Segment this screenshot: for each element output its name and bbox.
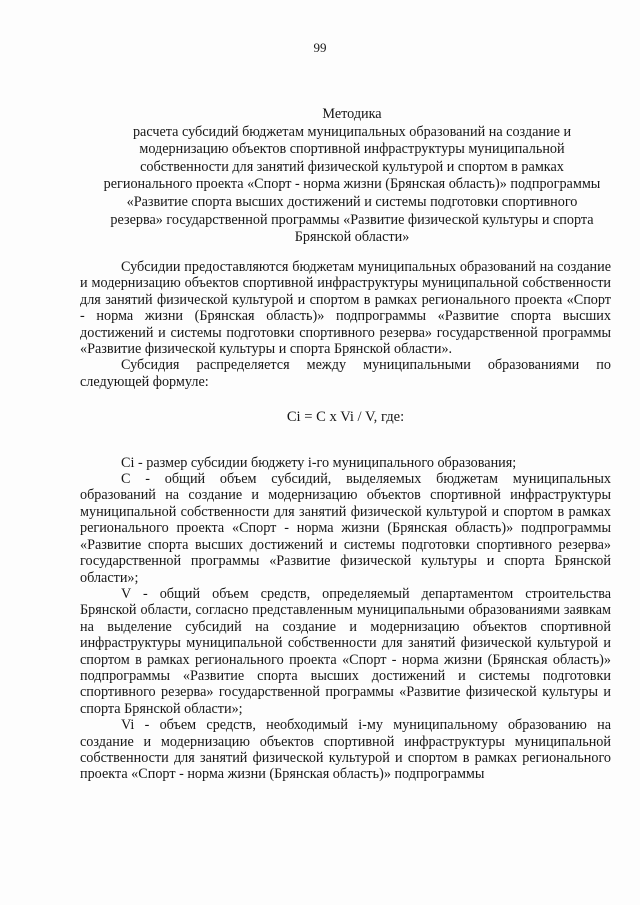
definition-v: V - общий объем средств, определяемый департаментом строительства Брянской области, согласно представленным муниципальными образованиями заявкам на выделение субсидий на создание и модернизацию объектов спортивной инфраструктуры муниципальной собственности для занятий физической культурой и спортом в рамках регионального проекта «Спорт - норма жизни (Брянская область)» подпрограммы «Развитие спорта высших достижений и системы подготовки спортивного резерва» государственной программы «Развитие физической культуры и спорта Брянской области»;: [80, 585, 611, 717]
definition-c: С - общий объем субсидий, выделяемых бюджетам муниципальных образований на создание и модернизацию объектов спортивной инфраструктуры муниципальной собственности для занятий физической культурой и спортом в рамках регионального проекта «Спорт - норма жизни (Брянская область)» подпрограммы «Развитие спорта высших достижений и системы подготовки спортивного резерва» государственной программы «Развитие физической культуры и спорта Брянской области»;: [80, 471, 611, 586]
document-title-block: [100, 106, 604, 247]
paragraph-distribution: Субсидия распределяется между муниципальными образованиями по следующей формуле:: [80, 357, 611, 390]
document-body: [80, 259, 611, 783]
page-number: 99: [313, 40, 327, 55]
paragraph-subsidy-provision: Субсидии предоставляются бюджетам муниципальных образований на создание и модернизацию объектов спортивной инфраструктуры муниципальной собственности для занятий физической культурой и спортом в рамках регионального проекта «Спорт - норма жизни (Брянская область)» подпрограммы «Развитие спорта высших достижений и системы подготовки спортивного резерва» государственной программы «Развитие физической культуры и спорта Брянской области».: [80, 259, 611, 358]
document-subtitle: расчета субсидий бюджетам муниципальных образований на создание и модернизацию объектов спортивной инфраструктуры муниципальной собственности для занятий физической культурой и спортом в рамках регионального проекта «Спорт - норма жизни (Брянская область)» подпрограммы «Развитие спорта высших достижений и системы подготовки спортивного резерва» государственной программы «Развитие физической культуры и спорта Брянской области»: [103, 123, 601, 246]
document-heading: Методика: [322, 106, 382, 122]
definition-vi: Vi - объем средств, необходимый i-му муниципальному образованию на создание и модернизацию объектов спортивной инфраструктуры муниципальной собственности для занятий физической культурой и спортом в рамках регионального проекта «Спорт - норма жизни (Брянская область)» подпрограммы: [80, 717, 611, 783]
definition-ci: Ci - размер субсидии бюджету i-го муниципального образования;: [121, 454, 517, 471]
formula: Ci = C x Vi / V, где:: [286, 409, 405, 426]
